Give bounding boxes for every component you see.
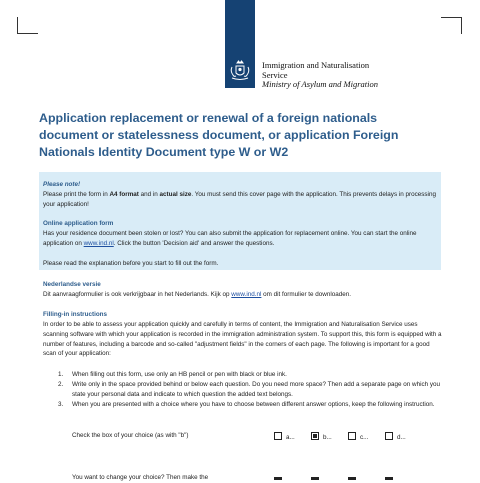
list-number-1: 1.: [58, 371, 64, 378]
notice-text-3: . You must send this cover page with the application. This prevents delays in processing your application!: [43, 190, 436, 208]
notice-box: [39, 172, 441, 270]
dutch-text-1: Dit aanvraagformulier is ook verkrijgbaar in het Nederlands. Kijk op: [43, 291, 232, 298]
notice-text: [43, 190, 437, 210]
notice-text-2: and in: [138, 190, 160, 198]
choice-c-label: c...: [360, 434, 369, 441]
online-text: [43, 229, 437, 249]
notice-heading: Please note!: [43, 181, 81, 188]
scan-corner-mark-top-right: [441, 17, 462, 34]
dutch-text: [43, 290, 443, 300]
dutch-heading: Nederlandse versie: [43, 281, 101, 288]
notice-a4: A4 format: [109, 190, 139, 198]
dutch-link[interactable]: www.ind.nl: [231, 291, 262, 298]
list-item-2: Write only in the space provided behind or below each question. Do you need more space? Then add a separate page on which you state your personal data and indicate to which question the added text belongs.: [72, 381, 441, 398]
government-logo-bar: [225, 0, 255, 88]
list-item-1: When filling out this form, use only an HB pencil or pen with black or blue ink.: [72, 371, 287, 378]
choice-c[interactable]: [348, 432, 368, 443]
checkbox-d[interactable]: [385, 432, 393, 440]
online-link[interactable]: www.ind.nl: [83, 239, 114, 247]
check-instruction: Check the box of your choice (as with "b"): [72, 432, 189, 439]
ministry-name: Ministry of Asylum and Migration: [262, 79, 379, 89]
page-title: Application replacement or renewal of a foreign nationals document or statelessness document, or application Foreign Nationals Identity Document type W or W2: [39, 111, 399, 159]
online-text-2: . Click the button 'Decision aid' and answer the questions.: [113, 239, 275, 247]
list-number-2: 2.: [58, 381, 64, 388]
checkbox-c[interactable]: [348, 432, 356, 440]
list-number-3: 3.: [58, 401, 64, 408]
online-text-1: Has your residence document been stolen or lost? You can also submit the application for replacement online. You can start the online application on: [43, 230, 417, 247]
choice-a-label: a...: [286, 434, 295, 441]
filling-heading: Filling-in instructions: [43, 311, 108, 318]
choice-b[interactable]: [311, 432, 332, 443]
change-instruction: You want to change your choice? Then make the: [72, 474, 209, 481]
org-name-line-1: Immigration and Naturalisation: [262, 60, 370, 70]
choice-a[interactable]: [274, 432, 295, 443]
notice-text-1: Please print the form in: [43, 190, 110, 198]
choice-d[interactable]: [385, 432, 406, 443]
coat-of-arms-icon: [229, 58, 251, 82]
organisation-name: [262, 61, 378, 90]
filling-intro: In order to be able to assess your application quickly and carefully in terms of content, the Immigration and Naturalisation Service uses scanning software with which your application is recorded in the immigration administration system. To support this, this form is equipped with a number of features, including a barcode and so-called "adjustment fields" in the corners of each page. The following is important for a good scan of your application:: [43, 321, 442, 358]
explanation-text: Please read the explanation before you start to fill out the form.: [43, 259, 219, 267]
scan-corner-mark-top-left: [17, 17, 38, 34]
choice-d-label: d...: [397, 434, 406, 441]
dutch-text-2: om dit formulier te downloaden.: [261, 291, 352, 298]
checkbox-a[interactable]: [274, 432, 282, 440]
org-name-line-2: Service: [262, 69, 288, 80]
choice-b-label: b...: [323, 434, 332, 441]
online-heading: Online application form: [43, 220, 114, 228]
list-item-3: When you are presented with a choice where you have to choose between different answer options, keep the following instruction.: [72, 401, 435, 408]
checkbox-b[interactable]: [311, 432, 319, 440]
notice-actual-size: actual size: [159, 190, 192, 198]
